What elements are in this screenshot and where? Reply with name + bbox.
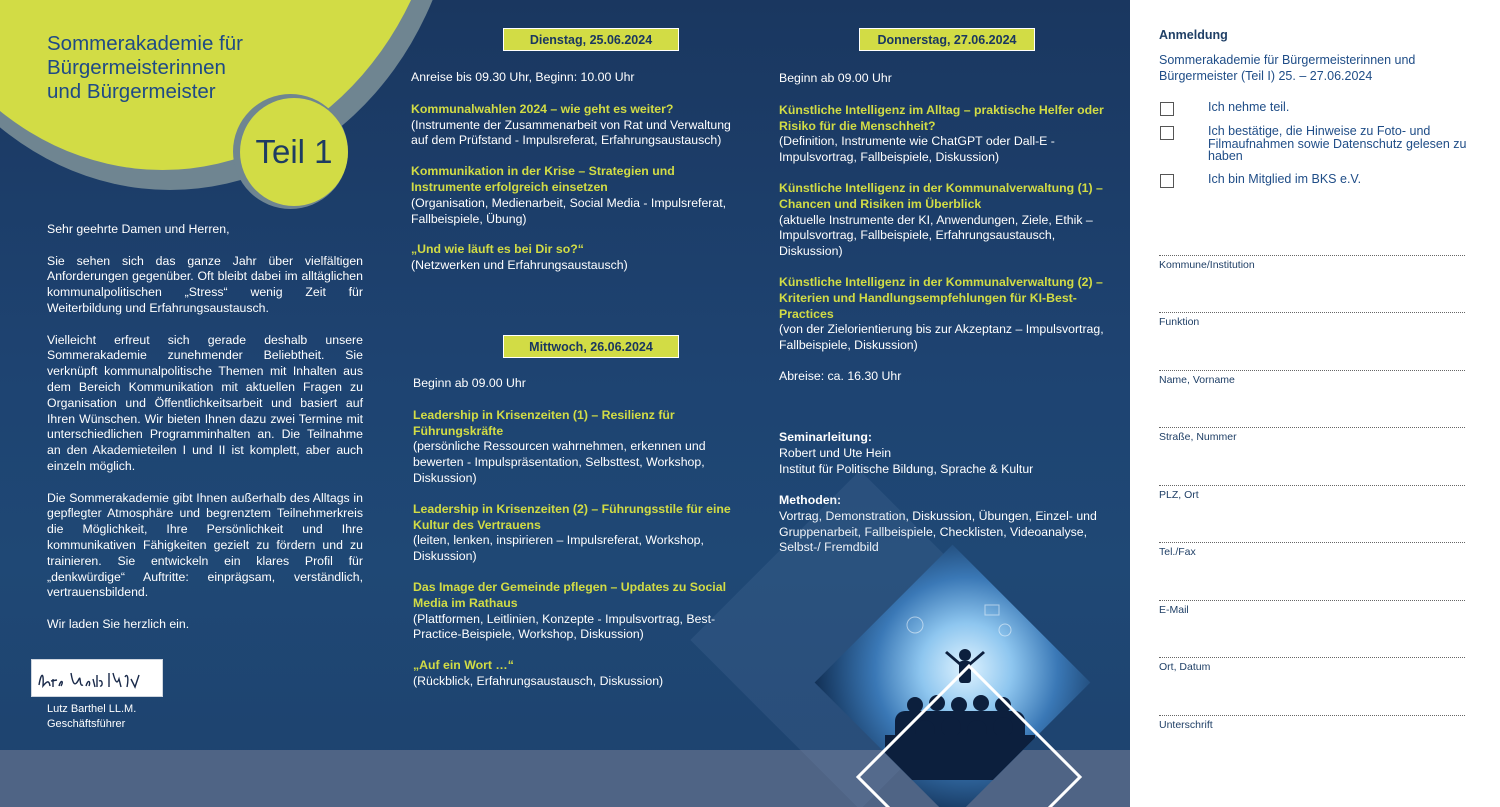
form-line[interactable]	[1159, 715, 1465, 716]
welcome-letter	[47, 222, 363, 649]
part-label: Teil 1	[255, 133, 333, 170]
brochure-title	[47, 32, 243, 104]
session-heading: Künstliche Intelligenz in der Kommunalverwaltung (2) – Kriterien und Handlungsempfehlungen für KI-Best-Practices	[779, 274, 1103, 321]
session-item	[779, 103, 1114, 166]
title-line: Sommerakademie für	[47, 32, 243, 55]
field-street[interactable]	[1159, 427, 1465, 443]
session-description: (Instrumente der Zusammenarbeit von Rat und Verwaltung auf dem Prüfstand - Impulsreferat, Erfahrungsaustausch)	[411, 117, 731, 148]
session-description: (aktuelle Instrumente der KI, Anwendungen, Ziele, Ethik – Impulsvortrag, Fallbeispiele, Erfahrungsaustausch, Diskussion)	[779, 212, 1093, 259]
field-label: Funktion	[1159, 316, 1200, 328]
field-kommune[interactable]	[1159, 255, 1465, 271]
field-name[interactable]	[1159, 370, 1465, 386]
day-label-text: Mittwoch, 26.06.2024	[529, 339, 653, 354]
day-label-tuesday	[503, 28, 679, 51]
session-description: (Organisation, Medienarbeit, Social Media - Impulsreferat, Fallbeispiele, Übung)	[411, 195, 727, 226]
session-heading: Leadership in Krisenzeiten (2) – Führungsstile für eine Kultur des Vertrauens	[413, 501, 731, 532]
seminar-institute: Institut für Politische Bildung, Sprache & Kultur	[779, 461, 1034, 476]
letter-closing: Wir laden Sie herzlich ein.	[47, 616, 190, 631]
schedule-tuesday	[411, 70, 741, 289]
session-heading: Kommunikation in der Krise – Strategien und Instrumente erfolgreich einsetzen	[411, 164, 675, 194]
session-heading: Das Image der Gemeinde pflegen – Updates zu Social Media im Rathaus	[413, 579, 726, 610]
session-description: (Plattformen, Leitlinien, Konzepte - Impulsvortrag, Best-Practice-Beispiele, Workshop, Diskussion)	[413, 611, 716, 642]
form-line[interactable]	[1159, 657, 1465, 658]
title-line: und Bürgermeister	[47, 80, 216, 103]
session-item	[779, 181, 1114, 260]
session-heading: Künstliche Intelligenz in der Kommunalverwaltung (1) – Chancen und Risiken im Überblick	[779, 180, 1103, 211]
form-line[interactable]	[1159, 370, 1465, 371]
schedule-wednesday	[413, 376, 738, 705]
signature-image	[31, 659, 163, 697]
letter-greeting: Sehr geehrte Damen und Herren,	[47, 222, 230, 236]
form-line[interactable]	[1159, 542, 1465, 543]
session-description: (leiten, lenken, inspirieren – Impulsreferat, Workshop, Diskussion)	[413, 533, 704, 564]
session-item	[779, 275, 1114, 354]
field-label: Straße, Nummer	[1159, 431, 1237, 443]
session-item	[411, 164, 741, 227]
part-badge	[240, 98, 348, 206]
checkbox[interactable]	[1160, 102, 1174, 116]
letter-paragraph: Vielleicht erfreut sich gerade deshalb unsere Sommerakademie zunehmender Beliebtheit. Sie verknüpft kommunalpolitische Themen mit Inhalten aus dem Bereich Kommunikation mit aktuellen Fragen zu Organisation und Öffentlichkeitsarbeit und basiert auf Ihren Wünschen. Wir bieten Ihnen dazu zwei Termine mit unterschiedlichen Programminhalten an. Die Teilnahme an den Akademieteilen I und II ist komplett, aber auch einzeln möglich.	[47, 332, 363, 473]
field-label: E-Mail	[1159, 604, 1189, 616]
session-description: (von der Zielorientierung bis zur Akzeptanz – Impulsvortrag, Fallbeispiele, Diskussion)	[779, 322, 1104, 353]
session-description: (Definition, Instrumente wie ChatGPT oder Dall-E - Impulsvortrag, Fallbeispiele, Diskussion)	[779, 134, 1055, 165]
checkbox-row[interactable]	[1160, 124, 1467, 163]
form-line[interactable]	[1159, 427, 1465, 428]
session-heading: Leadership in Krisenzeiten (1) – Resilienz für Führungskräfte	[413, 407, 675, 438]
field-label: PLZ, Ort	[1159, 489, 1199, 501]
field-place-date[interactable]	[1159, 657, 1465, 673]
checkbox-label: Ich bin Mitglied im BKS e.V.	[1208, 172, 1362, 186]
seminar-leadership	[779, 430, 1109, 477]
field-funktion[interactable]	[1159, 312, 1465, 328]
session-heading: „Und wie läuft es bei Dir so?“	[411, 242, 584, 257]
form-line[interactable]	[1159, 312, 1465, 313]
checkbox-row[interactable]	[1160, 100, 1290, 116]
form-line[interactable]	[1159, 485, 1465, 486]
registration-title: Anmeldung	[1159, 28, 1228, 42]
registration-subtitle: Sommerakademie für Bürgermeisterinnen und Bürgermeister (Teil I) 25. – 27.06.2024	[1159, 53, 1416, 83]
field-label: Tel./Fax	[1159, 546, 1196, 558]
schedule-intro: Beginn ab 09.00 Uhr	[413, 376, 526, 390]
methods-heading: Methoden:	[779, 493, 842, 507]
checkbox-label: Ich bestätige, die Hinweise zu Foto- und Filmaufnahmen sowie Datenschutz gelesen zu haben	[1208, 124, 1467, 163]
departure-time: Abreise: ca. 16.30 Uhr	[779, 368, 902, 383]
schedule-intro: Beginn ab 09.00 Uhr	[779, 71, 892, 85]
session-heading: Kommunalwahlen 2024 – wie geht es weiter?	[411, 101, 674, 116]
checkbox[interactable]	[1160, 126, 1174, 140]
seminar-names: Robert und Ute Hein	[779, 445, 892, 460]
day-label-text: Donnerstag, 27.06.2024	[877, 32, 1017, 47]
session-item	[413, 502, 738, 565]
day-label-wednesday	[503, 335, 679, 358]
methods-text: Vortrag, Demonstration, Diskussion, Übungen, Einzel- und Gruppenarbeit, Fallbeispiele, Checklisten, Videoanalyse, Selbst-/ Fremdbild	[779, 508, 1097, 555]
field-signature[interactable]	[1159, 715, 1465, 731]
checkbox[interactable]	[1160, 174, 1174, 188]
signer-role: Geschäftsführer	[47, 718, 126, 730]
form-line[interactable]	[1159, 600, 1465, 601]
session-item	[413, 580, 738, 643]
session-description: (persönliche Ressourcen wahrnehmen, erkennen und bewerten - Impulspräsentation, Selbsttest, Workshop, Diskussion)	[413, 439, 706, 485]
field-email[interactable]	[1159, 600, 1465, 616]
registration-panel	[1130, 0, 1500, 807]
session-heading: Künstliche Intelligenz im Alltag – praktische Helfer oder Risiko für die Menschheit?	[779, 102, 1104, 133]
session-item	[411, 242, 741, 274]
checkbox-label: Ich nehme teil.	[1208, 100, 1290, 114]
field-label: Kommune/Institution	[1159, 259, 1255, 271]
field-label: Unterschrift	[1159, 719, 1213, 731]
field-zip-city[interactable]	[1159, 485, 1465, 501]
schedule-thursday	[779, 71, 1114, 401]
signer-name: Lutz Barthel LL.M.	[47, 703, 137, 715]
session-description: (Netzwerken und Erfahrungsaustausch)	[411, 258, 628, 273]
day-label-text: Dienstag, 25.06.2024	[529, 32, 653, 47]
day-label-thursday	[859, 28, 1035, 51]
signer-block	[47, 702, 136, 732]
session-item	[413, 658, 738, 690]
title-line: Bürgermeisterinnen	[47, 56, 226, 79]
letter-paragraph: Sie sehen sich das ganze Jahr über vielfältigen Anforderungen gegenüber. Oft bleibt dabei im alltäglichen kommunalpolitischen „Stress“ wenig Zeit für Weiterbildung und Erfahrungsaustausch.	[47, 253, 363, 315]
schedule-intro: Anreise bis 09.30 Uhr, Beginn: 10.00 Uhr	[411, 70, 635, 84]
session-heading: „Auf ein Wort …“	[413, 658, 514, 673]
checkbox-row[interactable]	[1160, 172, 1362, 188]
field-label: Name, Vorname	[1159, 374, 1235, 386]
session-item	[411, 102, 741, 149]
letter-paragraph: Die Sommerakademie gibt Ihnen außerhalb des Alltags in gepflegter Atmosphäre und begrenztem Teilnehmerkreis die Möglichkeit, Ihre Persönlichkeit und Ihre kommunikativen Fähigkeiten gezielt zu fördern und zu trainieren. Sie entwickeln ein klares Profil für „denkwürdige“ Auftritte: einprägsam, verständlich, vertrauensbildend.	[47, 490, 363, 600]
form-line[interactable]	[1159, 255, 1465, 256]
field-label: Ort, Datum	[1159, 661, 1211, 673]
session-item	[413, 408, 738, 487]
session-description: (Rückblick, Erfahrungsaustausch, Diskussion)	[413, 673, 664, 688]
seminar-heading: Seminarleitung:	[779, 430, 872, 444]
field-phone-fax[interactable]	[1159, 542, 1465, 558]
